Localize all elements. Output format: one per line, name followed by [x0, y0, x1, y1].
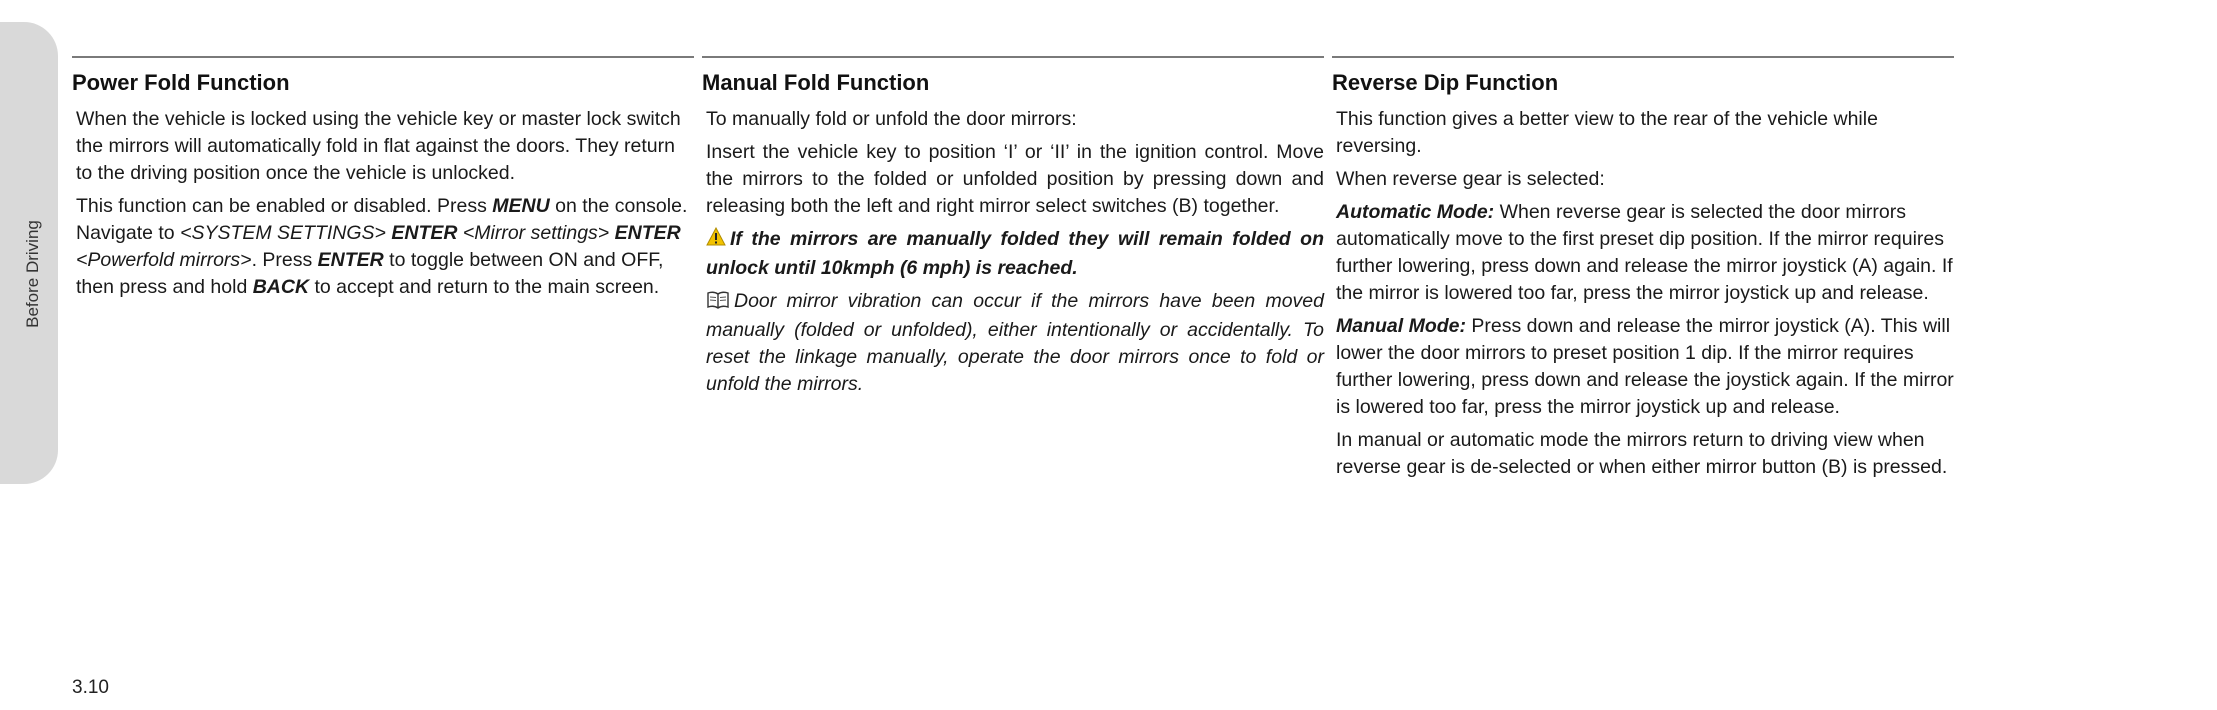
text: This function can be enabled or disabled. Press: [76, 195, 493, 217]
automatic-mode-paragraph: [1336, 199, 1954, 307]
side-tab: [0, 22, 58, 484]
reverse-dip-paragraph-5: In manual or automatic mode the mirrors return to driving view when reverse gear is de-selected or when either mirror button (B) is pressed.: [1336, 429, 1948, 478]
manual-mode-text: Press down and release the mirror joystick (A). This will lower the door mirrors to preset position 1 dip. If the mirror requires further lowering, press down and release the joystick again. If the mirror is lowered too far, press the mirror joystick up and release.: [1336, 315, 1954, 418]
reverse-dip-paragraph-2: When reverse gear is selected:: [1336, 168, 1605, 190]
manual-fold-warning: [706, 226, 1324, 282]
reverse-dip-section: [1332, 56, 1954, 487]
warning-text: If the mirrors are manually folded they will remain folded on unlock until 10kmph (6 mph) is reached.: [706, 228, 1324, 279]
text: . Press: [251, 249, 318, 271]
manual-mode-paragraph: [1336, 313, 1954, 421]
automatic-mode-text: When reverse gear is selected the door mirrors automatically move to the first preset dip position. If the mirror requires further lowering, press down and release the mirror joystick (A) again. If the mirror is lowered too far, press the mirror joystick up and release.: [1336, 201, 1953, 304]
manual-fold-paragraph-1: To manually fold or unfold the door mirrors:: [706, 108, 1077, 130]
system-settings-menu: <SYSTEM SETTINGS>: [180, 222, 386, 244]
power-fold-paragraph-1: When the vehicle is locked using the vehicle key or master lock switch the mirrors will automatically fold in flat against the doors. They return to the driving position once the vehicle is unlocked.: [76, 108, 681, 184]
page-number: 3.10: [72, 677, 109, 698]
reverse-dip-paragraph-1: This function gives a better view to the rear of the vehicle while reversing.: [1336, 108, 1878, 157]
enter-keyword: ENTER: [614, 222, 681, 244]
manual-mode-label: Manual Mode:: [1336, 315, 1466, 337]
warning-icon: [706, 227, 726, 255]
side-tab-label: Before Driving: [23, 220, 42, 328]
note-text: Door mirror vibration can occur if the mirrors have been moved manually (folded or unfolded), either intentionally or accidentally. To reset the linkage manually, operate the door mirrors once to fold or unfold the mirrors.: [706, 290, 1324, 395]
power-fold-paragraph-2: [76, 193, 694, 301]
power-fold-section: [72, 56, 694, 307]
manual-fold-section: [702, 56, 1324, 404]
enter-keyword: ENTER: [317, 249, 384, 271]
manual-fold-title: Manual Fold Function: [702, 70, 930, 95]
back-keyword: BACK: [252, 276, 310, 298]
automatic-mode-label: Automatic Mode:: [1336, 201, 1495, 223]
text: to toggle between ON and OFF, then press and hold: [76, 249, 664, 298]
power-fold-title: Power Fold Function: [72, 70, 290, 95]
manual-fold-note: [706, 288, 1324, 398]
mirror-settings-menu: <Mirror settings>: [462, 222, 610, 244]
text: to accept and return to the main screen.: [309, 276, 660, 298]
book-icon: [706, 290, 730, 317]
manual-fold-paragraph-2: Insert the vehicle key to position ‘I’ or ‘II’ in the ignition control. Move the mirrors to the folded or unfolded position by pressing down and releasing both the left and right mirror select switches (B) together.: [706, 141, 1324, 217]
powerfold-mirrors-menu: <Powerfold mirrors>: [76, 249, 252, 271]
enter-keyword: ENTER: [391, 222, 458, 244]
menu-keyword: MENU: [492, 195, 550, 217]
text: on the console. Navigate to: [76, 195, 688, 244]
reverse-dip-title: Reverse Dip Function: [1332, 70, 1559, 95]
